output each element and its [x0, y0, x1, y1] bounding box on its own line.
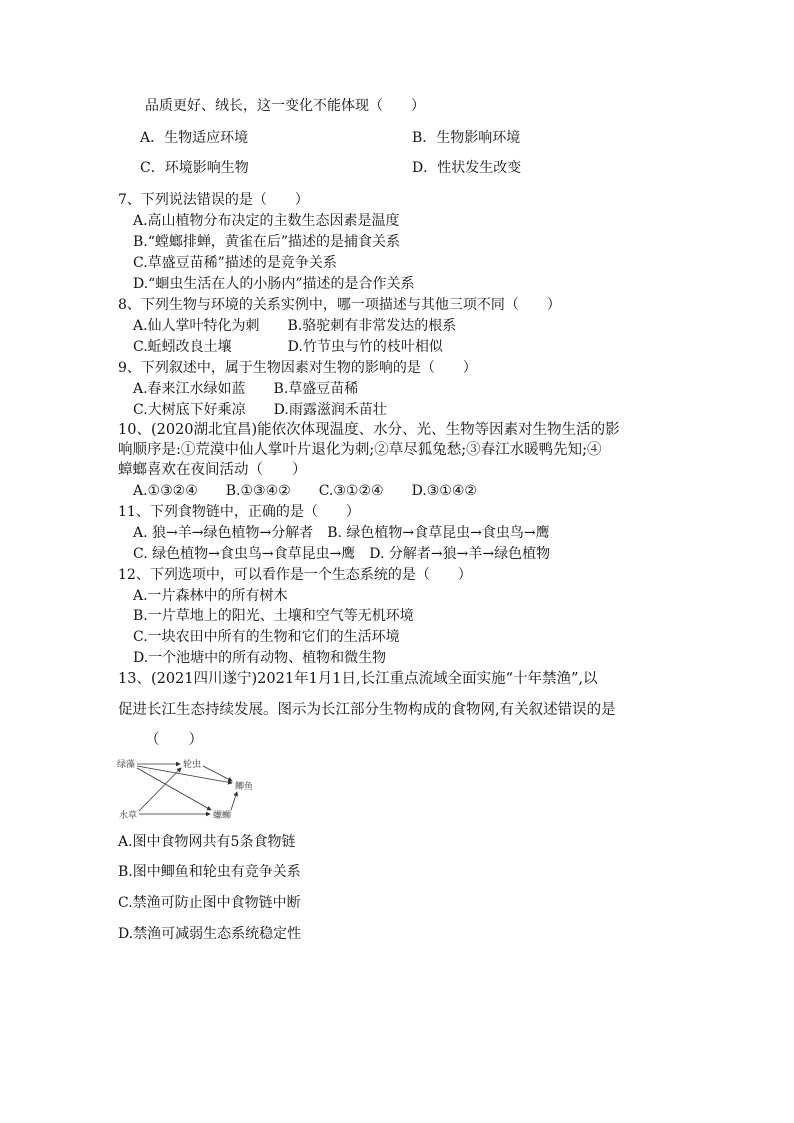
arrow-algae-snail	[137, 768, 211, 810]
q7-option-a: A.高山植物分布决定的主数生态因素是温度	[133, 213, 400, 229]
food-web-diagram	[115, 756, 275, 824]
node-aquatic-grass: 水草	[119, 811, 138, 821]
q12-option-b: B.一片草地上的阳光、土壤和空气等无机环境	[133, 608, 414, 624]
q6-stem-cont: 品质更好、绒长，这一变化不能体现（ ）	[145, 98, 425, 114]
q9-stem: 9、下列叙述中，属于生物因素对生物的影响的是（ ）	[118, 360, 477, 376]
q10-stem-line3: 蟑螂喜欢在夜间活动（ ）	[118, 462, 307, 478]
q10-stem-line2: 响顺序是:①荒漠中仙人掌叶片退化为刺;②草尽狐兔愁;③春江水暖鸭先知;④	[118, 442, 602, 458]
q12-stem: 12、下列选项中，可以看作是一个生态系统的是（ ）	[118, 567, 472, 583]
q7-option-c: C.草盛豆苗稀”描述的是竞争关系	[133, 255, 337, 271]
q7-stem: 7、下列说法错误的是（ ）	[118, 192, 309, 208]
q8-options-cd: C.蚯蚓改良土壤 D.竹节虫与竹的枝叶相似	[133, 339, 443, 355]
q10-options: A.①③②④ B.①③④② C.③①②④ D.③①④②	[133, 483, 477, 499]
node-green-algae: 绿藻	[117, 760, 136, 770]
q12-option-c: C.一块农田中所有的生物和它们的生活环境	[133, 629, 400, 645]
arrow-snail-carp	[231, 792, 237, 810]
node-crucian-carp: 鲫鱼	[235, 782, 254, 792]
q9-options-cd: C.大树底下好乘凉 D.雨露滋润禾苗壮	[133, 402, 387, 418]
q13-option-d: D.禁渔可减弱生态系统稳定性	[118, 926, 302, 942]
node-rotifer: 轮虫	[183, 760, 202, 770]
q13-stem-line2: 促进长江生态持续发展。图示为长江部分生物构成的食物网,有关叙述错误的是	[118, 702, 616, 718]
q11-stem: 11、下列食物链中，正确的是（ ）	[118, 504, 360, 520]
q11-options-cd: C. 绿色植物→食虫鸟→食草昆虫→鹰 D. 分解者→狼→羊→绿色植物	[133, 546, 551, 562]
node-snail: 螺蛳	[213, 811, 232, 821]
q7-option-b: B.“螳螂排蝉，黄雀在后”描述的是捕食关系	[133, 234, 401, 250]
q7-option-d: D.“蛔虫生活在人的小肠内”描述的是合作关系	[133, 276, 415, 292]
q8-stem: 8、下列生物与环境的关系实例中，哪一项描述与其他三项不同（ ）	[118, 297, 561, 313]
q12-option-a: A.一片森林中的所有树木	[133, 588, 288, 604]
q8-options-ab: A.仙人掌叶特化为刺 B.骆驼刺有非常发达的根系	[133, 318, 457, 334]
q10-stem-line1: 10、(2020湖北宜昌)能依次体现温度、水分、光、生物等因素对生物生活的影	[118, 422, 620, 438]
q13-stem-line3: （ ）	[145, 732, 203, 748]
q6-option-b: B．生物影响环境	[412, 130, 521, 146]
q11-options-ab: A. 狼→羊→绿色植物→分解者 B. 绿色植物→食草昆虫→食虫鸟→鹰	[133, 525, 550, 541]
q13-option-b: B.图中鲫鱼和轮虫有竞争关系	[118, 864, 301, 880]
q13-option-a: A.图中食物网共有5条食物链	[118, 834, 296, 850]
q6-option-c: C．环境影响生物	[140, 160, 249, 176]
q13-option-c: C.禁渔可防止图中食物链中断	[118, 895, 301, 911]
q6-option-d: D．性状发生改变	[412, 160, 522, 176]
q13-stem-line1: 13、(2021四川遂宁)2021年1月1日,长江重点流域全面实施“十年禁渔”,以	[118, 671, 598, 687]
q6-option-a: A．生物适应环境	[140, 130, 249, 146]
q9-options-ab: A.春来江水绿如蓝 B.草盛豆苗稀	[133, 381, 359, 397]
q12-option-d: D.一个池塘中的所有动物、植物和微生物	[133, 650, 387, 666]
